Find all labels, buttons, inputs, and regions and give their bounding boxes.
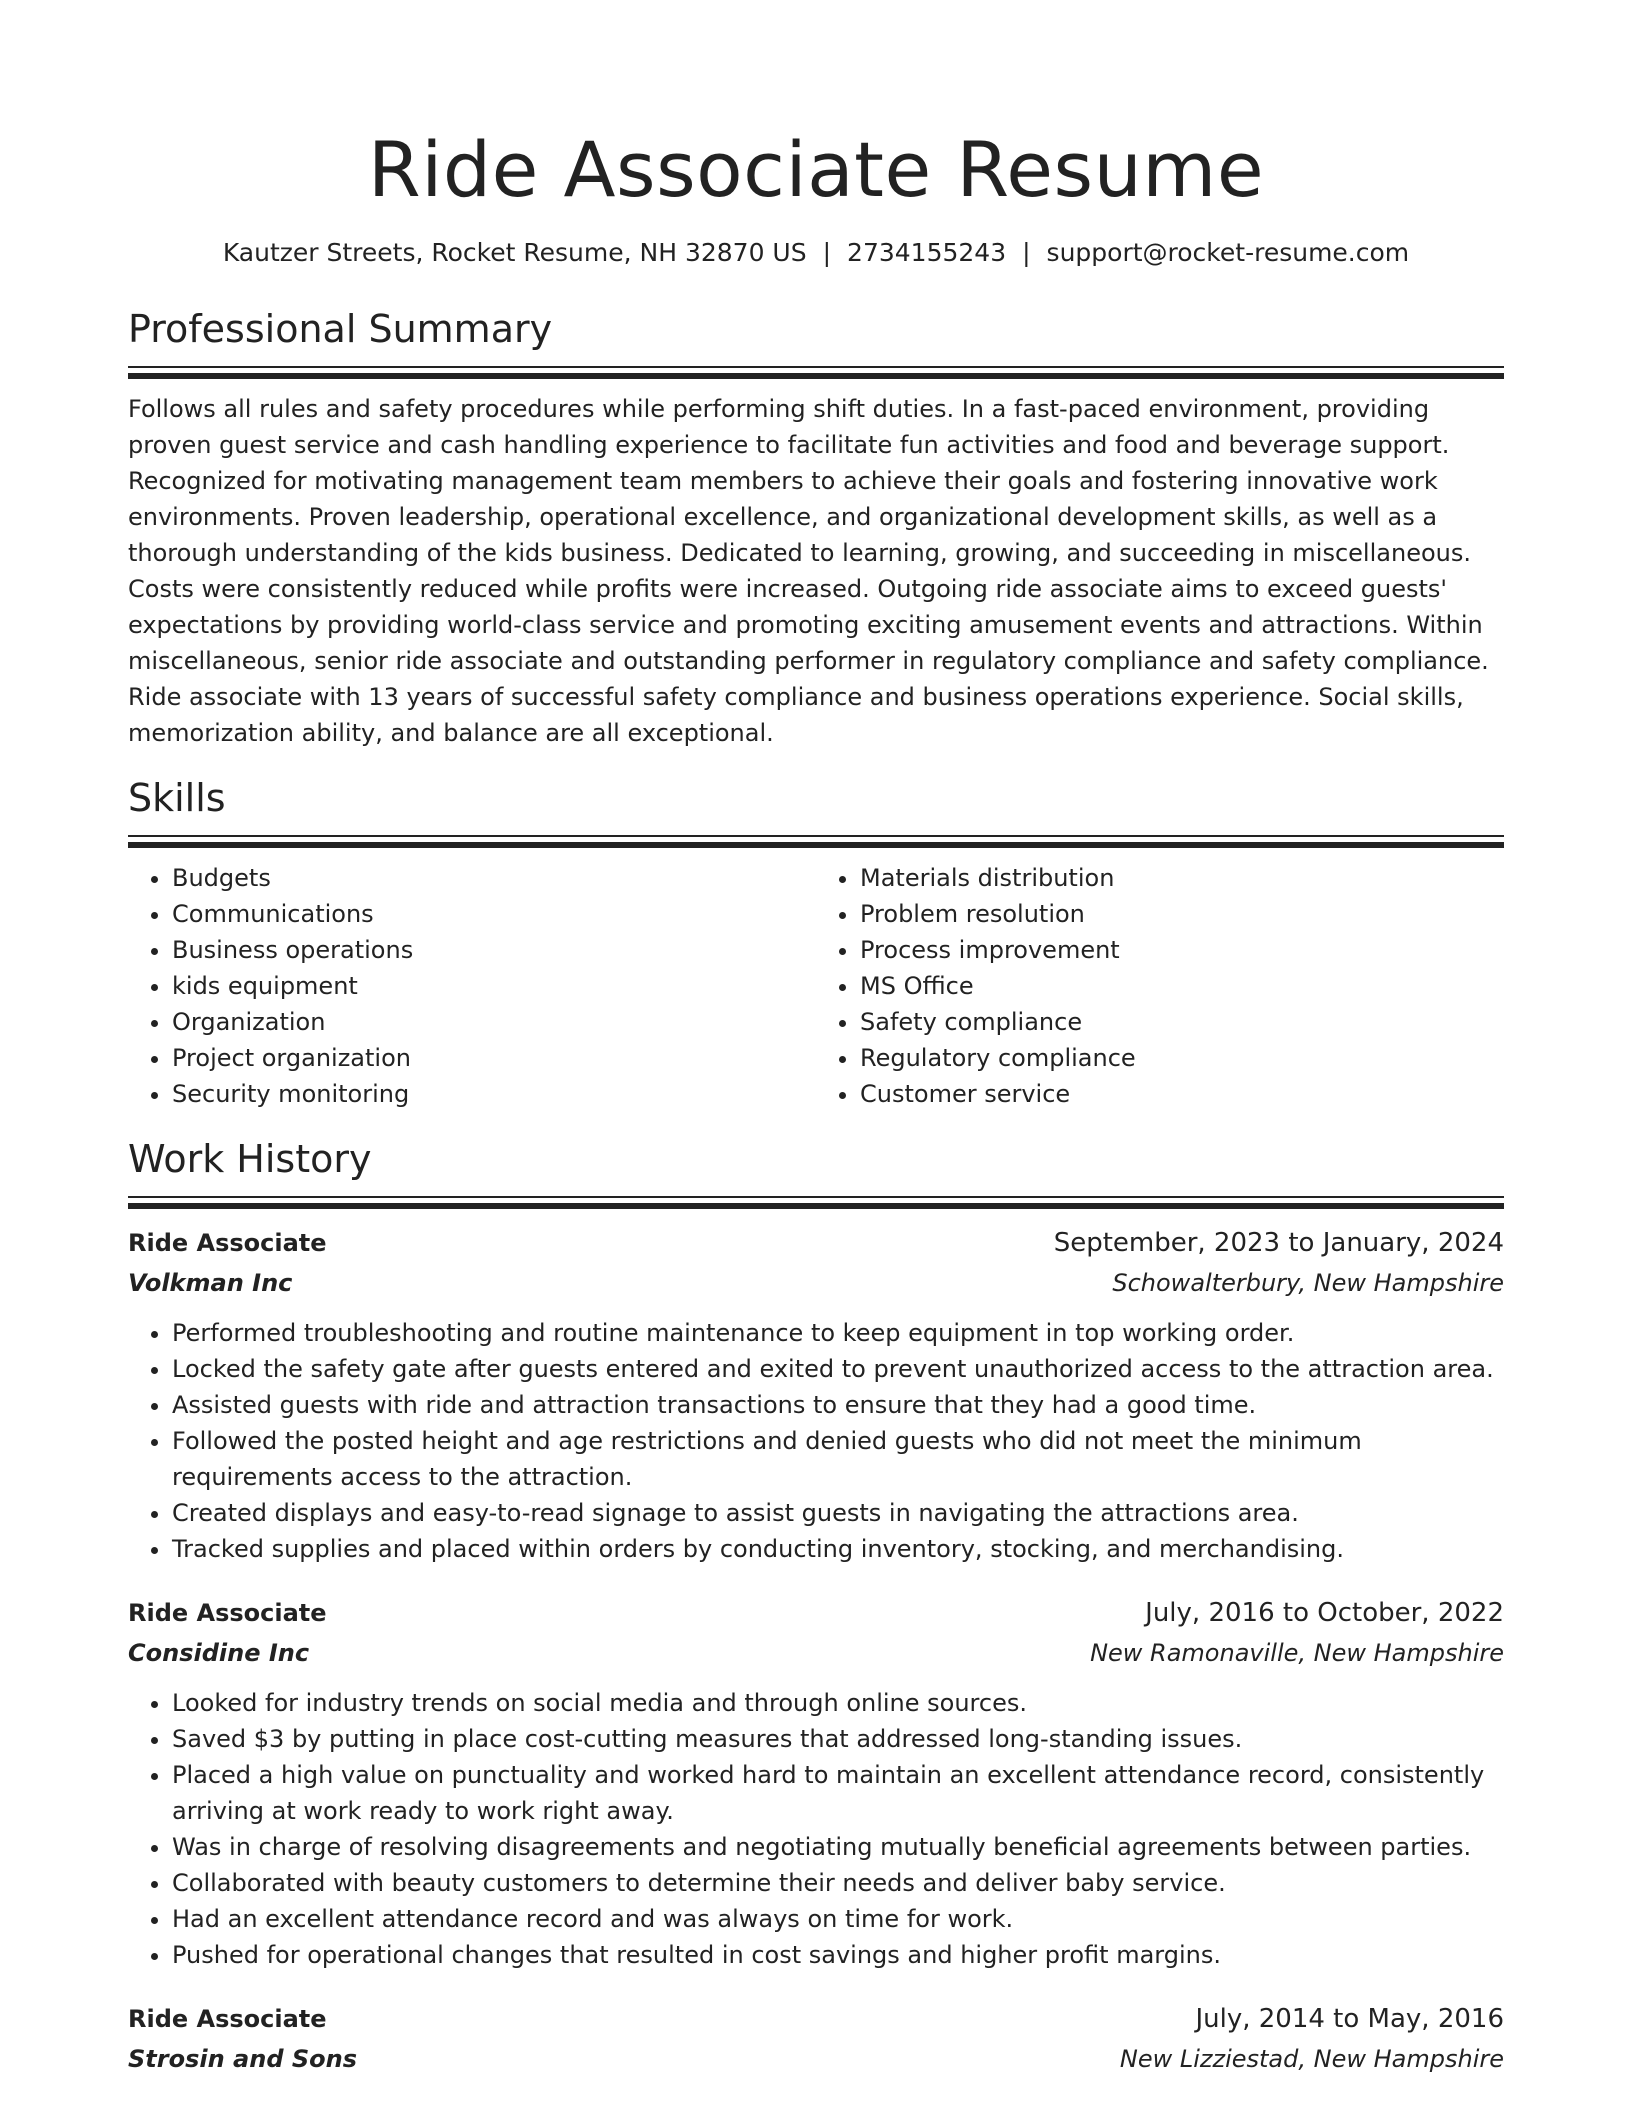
skill-item: • Organization xyxy=(172,1004,816,1040)
job-header xyxy=(128,1593,1504,1633)
job-title: Ride Associate xyxy=(128,1229,327,1257)
job-bullet: • Created displays and easy-to-read signage to assist guests in navigating the attractions area. xyxy=(172,1495,1504,1531)
skill-item: • kids equipment xyxy=(172,968,816,1004)
skill-item: • Budgets xyxy=(172,860,816,896)
job-dates: July, 2016 to October, 2022 xyxy=(1145,1598,1504,1628)
skill-item: • Business operations xyxy=(172,932,816,968)
job-bullet: • Pushed for operational changes that resulted in cost savings and higher profit margins. xyxy=(172,1937,1504,1973)
section-heading-skills: Skills xyxy=(128,776,226,820)
contact-separator: | xyxy=(1022,238,1031,267)
section-heading-work-history: Work History xyxy=(128,1137,372,1181)
skill-item: • Safety compliance xyxy=(860,1004,1504,1040)
job-bullet: • Looked for industry trends on social media and through online sources. xyxy=(172,1685,1504,1721)
work-history-section xyxy=(128,1134,1504,2079)
section-rule xyxy=(128,1196,1504,1209)
job-bullets xyxy=(128,1315,1504,1567)
contact-phone: 2734155243 xyxy=(847,238,1007,267)
job-dates: July, 2014 to May, 2016 xyxy=(1195,2004,1504,2034)
job-location: New Ramonaville, New Hampshire xyxy=(1090,1639,1504,1667)
job-dates: September, 2023 to January, 2024 xyxy=(1053,1228,1504,1258)
job-title: Ride Associate xyxy=(128,2005,327,2033)
job-entry xyxy=(128,1223,1504,1567)
job-bullet: • Collaborated with beauty customers to determine their needs and deliver baby service. xyxy=(172,1865,1504,1901)
skill-item: • Security monitoring xyxy=(172,1076,816,1112)
skills-column-left xyxy=(128,860,816,1112)
job-bullet: • Was in charge of resolving disagreements and negotiating mutually beneficial agreements between parties. xyxy=(172,1829,1504,1865)
job-bullet: • Performed troubleshooting and routine maintenance to keep equipment in top working order. xyxy=(172,1315,1504,1351)
summary-section xyxy=(128,304,1504,751)
section-rule xyxy=(128,366,1504,379)
job-bullet: • Had an excellent attendance record and was always on time for work. xyxy=(172,1901,1504,1937)
job-company: Strosin and Sons xyxy=(128,2045,357,2073)
job-bullets xyxy=(128,1685,1504,1973)
job-company: Considine Inc xyxy=(128,1639,310,1667)
job-bullet: • Saved $3 by putting in place cost-cutting measures that addressed long-standing issues. xyxy=(172,1721,1504,1757)
job-header xyxy=(128,1999,1504,2039)
job-header xyxy=(128,1223,1504,1263)
skill-item: • Materials distribution xyxy=(860,860,1504,896)
contact-email: support@rocket-resume.com xyxy=(1046,238,1410,267)
skill-item: • Customer service xyxy=(860,1076,1504,1112)
summary-text: Follows all rules and safety procedures while performing shift duties. In a fast-paced environment, providing proven guest service and cash handling experience to facilitate fun activities and food and beverage support. Recognized for motivating management team members to achieve their goals and fostering innovative work environments. Proven leadership, operational excellence, and organizational development skills, as well as a thorough understanding of the kids business. Dedicated to learning, growing, and succeeding in miscellaneous. Costs were consistently reduced while profits were increased. Outgoing ride associate aims to exceed guests' expectations by providing world-class service and promoting exciting amusement events and attractions. Within miscellaneous, senior ride associate and outstanding performer in regulatory compliance and safety compliance. Ride associate with 13 years of successful safety compliance and business operations experience. Social skills, memorization ability, and balance are all exceptional. xyxy=(128,395,1489,747)
skill-item: • MS Office xyxy=(860,968,1504,1004)
contact-address: Kautzer Streets, Rocket Resume, NH 32870 US xyxy=(222,238,807,267)
job-bullet: • Assisted guests with ride and attraction transactions to ensure that they had a good time. xyxy=(172,1387,1504,1423)
resume-title: Ride Associate Resume xyxy=(367,125,1265,214)
section-heading-summary: Professional Summary xyxy=(128,307,553,351)
skill-item: • Project organization xyxy=(172,1040,816,1076)
job-bullet: • Locked the safety gate after guests entered and exited to prevent unauthorized access to the attraction area. xyxy=(172,1351,1504,1387)
skills-column-right xyxy=(816,860,1504,1112)
job-title: Ride Associate xyxy=(128,1599,327,1627)
skills-list xyxy=(128,860,1504,1112)
skills-section xyxy=(128,773,1504,1112)
job-location: New Lizziestad, New Hampshire xyxy=(1119,2045,1504,2073)
skill-item: • Problem resolution xyxy=(860,896,1504,932)
job-company: Volkman Inc xyxy=(128,1269,293,1297)
skill-item: • Communications xyxy=(172,896,816,932)
job-entry xyxy=(128,1593,1504,1973)
job-bullet: • Tracked supplies and placed within orders by conducting inventory, stocking, and merchandising. xyxy=(172,1531,1504,1567)
contact-line xyxy=(128,236,1504,270)
contact-separator: | xyxy=(822,238,832,267)
job-bullet: • Followed the posted height and age restrictions and denied guests who did not meet the minimum requirements access to the attraction. xyxy=(172,1423,1504,1495)
job-subheader xyxy=(128,1633,1504,1673)
job-location: Schowalterbury, New Hampshire xyxy=(1112,1269,1504,1297)
job-subheader xyxy=(128,2039,1504,2079)
job-entry xyxy=(128,1999,1504,2079)
skill-item: • Process improvement xyxy=(860,932,1504,968)
job-bullet: • Placed a high value on punctuality and worked hard to maintain an excellent attendance record, consistently arriving at work ready to work right away. xyxy=(172,1757,1504,1829)
job-subheader xyxy=(128,1263,1504,1303)
skill-item: • Regulatory compliance xyxy=(860,1040,1504,1076)
section-rule xyxy=(128,835,1504,848)
